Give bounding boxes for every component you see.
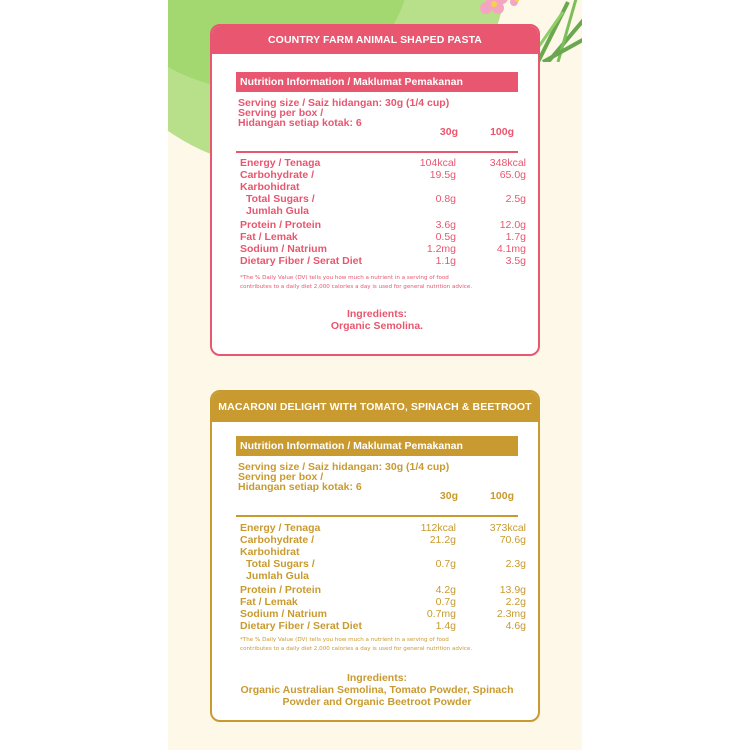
- nutrient-label: Carbohydrate /: [240, 169, 315, 181]
- column-header-30g: 30g: [439, 126, 458, 138]
- nutrient-label: Protein / Protein: [240, 584, 322, 596]
- nutrient-label: Jumlah Gula: [246, 570, 310, 582]
- column-header-30g: 30g: [439, 490, 458, 502]
- serving-size-line: Serving size / Saiz hidangan: 30g (1/4 cup): [238, 97, 450, 109]
- nutrient-value-100g: 348kcal: [489, 157, 526, 169]
- nutrient-value-100g: 2.2g: [505, 596, 526, 608]
- nutrient-value-30g: 112kcal: [420, 522, 456, 534]
- nutrient-value-30g: 1.1g: [435, 255, 456, 267]
- nutrient-value-30g: 3.6g: [435, 219, 456, 231]
- nutrient-value-100g: 4.1mg: [496, 243, 526, 255]
- column-header-100g: 100g: [490, 126, 514, 138]
- ingredients-line: Organic Semolina.: [330, 320, 424, 332]
- nutrient-value-30g: 104kcal: [419, 157, 456, 169]
- nutrition-info-header: Nutrition Information / Maklumat Pemakanan: [236, 436, 518, 456]
- nutrient-value-100g: 65.0g: [499, 169, 526, 181]
- nutrient-value-30g: 0.7g: [435, 558, 456, 570]
- ingredients-list: [212, 320, 540, 332]
- serving-info: [238, 462, 518, 492]
- nutrient-value-100g: 373kcal: [489, 522, 526, 534]
- nutrient-value-100g: 4.6g: [505, 620, 526, 632]
- nutrient-value-100g: 1.7g: [505, 231, 526, 243]
- nutrient-label: Fat / Lemak: [240, 231, 298, 243]
- nutrient-value-100g: 12.0g: [499, 219, 526, 231]
- serving-per-box-line: Serving per box /: [238, 107, 324, 119]
- servings-count-line: Hidangan setiap kotak: 6: [238, 481, 362, 493]
- ingredients-list: [212, 684, 540, 708]
- footnote-line: *The % Daily Value (DV) tells you how much a nutrient in a serving of food: [240, 275, 449, 281]
- ingredients-line: Organic Australian Semolina, Tomato Powder, Spinach: [240, 684, 514, 696]
- nutrition-info-header: Nutrition Information / Maklumat Pemakanan: [236, 72, 518, 92]
- nutrient-label: Jumlah Gula: [246, 205, 310, 217]
- nutrient-value-100g: 70.6g: [499, 534, 526, 546]
- nutrition-card-animal-pasta: [210, 24, 540, 356]
- nutrient-value-30g: 0.7g: [435, 596, 456, 608]
- nutrient-label: Sodium / Natrium: [240, 608, 327, 620]
- nutrient-label: Energy / Tenaga: [240, 157, 321, 169]
- ingredients-title: Ingredients:: [346, 672, 408, 684]
- nutrient-value-30g: 1.2mg: [426, 243, 456, 255]
- serving-size-line: Serving size / Saiz hidangan: 30g (1/4 cup): [238, 461, 450, 473]
- nutrient-label: Karbohidrat: [240, 181, 300, 193]
- nutrient-value-100g: 2.3mg: [496, 608, 526, 620]
- nutrient-value-100g: 3.5g: [505, 255, 526, 267]
- nutrient-label: Energy / Tenaga: [240, 522, 321, 534]
- nutrient-value-30g: 0.8g: [435, 193, 456, 205]
- card-title: MACARONI DELIGHT WITH TOMATO, SPINACH & BEETROOT: [212, 392, 538, 422]
- nutrient-label: Dietary Fiber / Serat Diet: [240, 255, 362, 267]
- table-divider: [236, 515, 518, 517]
- daily-value-footnote: [240, 274, 522, 292]
- footnote-line: contributes to a daily diet 2,000 calories a day is used for general nutrition advice.: [240, 284, 473, 290]
- servings-count-line: Hidangan setiap kotak: 6: [238, 117, 362, 129]
- footnote-line: contributes to a daily diet 2,000 calories a day is used for general nutrition advice.: [240, 646, 473, 652]
- serving-per-box-line: Serving per box /: [238, 471, 324, 483]
- footnote-line: *The % Daily Value (DV) tells you how much a nutrient in a serving of food: [240, 637, 449, 643]
- card-title: COUNTRY FARM ANIMAL SHAPED PASTA: [212, 26, 538, 54]
- nutrient-label: Total Sugars /: [246, 193, 315, 205]
- nutrient-label: Protein / Protein: [240, 219, 322, 231]
- ingredients-title: Ingredients:: [346, 308, 408, 320]
- table-divider: [236, 151, 518, 153]
- nutrient-value-30g: 0.5g: [435, 231, 456, 243]
- nutrition-card-macaroni-delight: [210, 390, 540, 722]
- nutrient-label: Fat / Lemak: [240, 596, 298, 608]
- nutrient-value-100g: 2.3g: [505, 558, 526, 570]
- nutrient-value-30g: 4.2g: [435, 584, 456, 596]
- nutrient-value-30g: 19.5g: [429, 169, 456, 181]
- nutrient-value-30g: 0.7mg: [426, 608, 456, 620]
- nutrient-value-30g: 1.4g: [435, 620, 456, 632]
- nutrient-value-100g: 2.5g: [505, 193, 526, 205]
- ingredients-line: Powder and Organic Beetroot Powder: [282, 696, 472, 708]
- nutrient-label: Total Sugars /: [246, 558, 315, 570]
- nutrient-label: Sodium / Natrium: [240, 243, 327, 255]
- nutrient-label: Karbohidrat: [240, 546, 300, 558]
- nutrient-value-100g: 13.9g: [499, 584, 526, 596]
- nutrient-label: Carbohydrate /: [240, 534, 315, 546]
- nutrient-value-30g: 21.2g: [429, 534, 456, 546]
- column-header-100g: 100g: [490, 490, 514, 502]
- daily-value-footnote: [240, 636, 522, 654]
- serving-info: [238, 98, 518, 128]
- nutrient-label: Dietary Fiber / Serat Diet: [240, 620, 362, 632]
